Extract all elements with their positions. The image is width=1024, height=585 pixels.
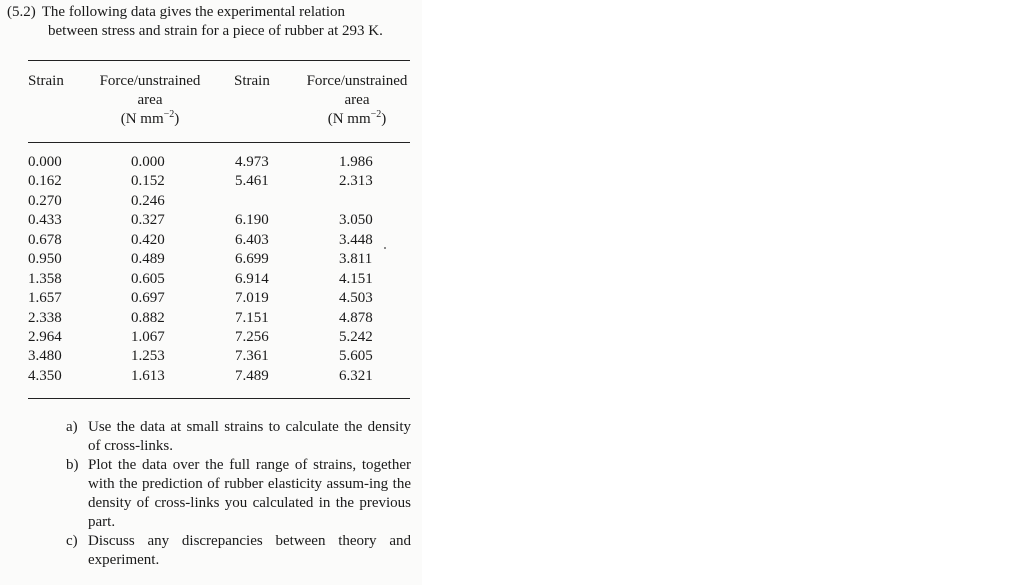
- table-cell: 3.448: [339, 231, 373, 248]
- table-cell: 1.613: [131, 367, 165, 384]
- question-c: [66, 532, 411, 570]
- header-force-left: [95, 72, 205, 129]
- table-cell: 1.657: [28, 290, 62, 307]
- table-cell: 0.327: [131, 212, 165, 229]
- table-cell: 0.152: [131, 173, 165, 190]
- question-c-text: Discuss any discrepancies between theory and experiment.: [88, 533, 411, 568]
- table-cell: 4.503: [339, 290, 373, 307]
- question-list: [66, 418, 411, 570]
- table-cell: [235, 192, 269, 211]
- table-cell: 2.964: [28, 328, 62, 345]
- table-cell: 5.242: [339, 328, 373, 345]
- problem-intro-line1: The following data gives the experimental relation: [41, 4, 345, 20]
- table-cell: 5.605: [339, 348, 373, 365]
- header-strain-left: Strain: [28, 73, 64, 89]
- problem-number: (5.2): [7, 4, 36, 20]
- table-header-rule: [28, 142, 410, 143]
- table-cell: 7.256: [235, 328, 269, 345]
- table-cell: 6.321: [339, 367, 373, 384]
- table-cell: 0.246: [131, 192, 165, 209]
- header-force-right-unit: (N $mm^{-2}$): [327, 109, 387, 127]
- header-force-left-line1: Force/unstrained: [99, 73, 201, 89]
- table-cell: 3.480: [28, 348, 62, 365]
- table-cell: [339, 192, 373, 211]
- table-cell: 1.358: [28, 270, 62, 287]
- table-cell: 6.403: [235, 231, 269, 248]
- table-cell: 3.050: [339, 212, 373, 229]
- header-force-right: [302, 72, 412, 129]
- table-cell: 0.433: [28, 212, 62, 229]
- question-b: [66, 456, 411, 532]
- table-cell: 0.605: [131, 270, 165, 287]
- question-c-label: c): [66, 533, 78, 549]
- header-force-right-line1: Force/unstrained: [306, 73, 408, 89]
- table-cell: 4.878: [339, 309, 373, 326]
- question-b-label: b): [66, 457, 79, 473]
- table-cell: 4.151: [339, 270, 373, 287]
- column-force-right: [339, 153, 373, 386]
- table-cell: 1.986: [339, 154, 373, 170]
- table-cell: 0.000: [28, 154, 62, 170]
- table-cell: 5.461: [235, 173, 269, 190]
- table-cell: 7.019: [235, 290, 269, 307]
- header-force-right-line2: area: [344, 92, 370, 108]
- question-a-label: a): [66, 419, 78, 435]
- table-cell: 0.697: [131, 290, 165, 307]
- column-strain-right: [235, 153, 269, 386]
- table-cell: 0.678: [28, 231, 62, 248]
- table-cell: 4.350: [28, 367, 62, 384]
- stray-mark: [384, 247, 386, 249]
- table-cell: 7.361: [235, 348, 269, 365]
- table-cell: 0.882: [131, 309, 165, 326]
- header-strain-right: Strain: [234, 73, 270, 89]
- header-force-left-line2: area: [137, 92, 163, 108]
- table-cell: 0.489: [131, 251, 165, 268]
- table-cell: 0.270: [28, 192, 62, 209]
- header-force-left-unit: (N $mm^{-2}$): [120, 109, 180, 127]
- question-a-text: Use the data at small strains to calculate the density of cross-links.: [88, 419, 411, 454]
- column-force-left: [131, 153, 165, 386]
- problem-intro-line2: between stress and strain for a piece of rubber at 293 K.: [48, 23, 383, 39]
- table-cell: 0.000: [131, 154, 165, 170]
- table-cell: 0.950: [28, 251, 62, 268]
- table-cell: 4.973: [235, 154, 269, 170]
- table-bottom-rule: [28, 398, 410, 399]
- table-cell: 1.253: [131, 348, 165, 365]
- table-cell: 3.811: [339, 251, 373, 268]
- column-strain-left: [28, 153, 62, 386]
- table-top-rule: [28, 60, 410, 61]
- table-cell: 0.420: [131, 231, 165, 248]
- problem-statement: [7, 3, 417, 41]
- table-cell: 6.190: [235, 212, 269, 229]
- table-cell: 7.489: [235, 367, 269, 384]
- table-cell: 2.338: [28, 309, 62, 326]
- textbook-page: [0, 0, 422, 585]
- table-cell: 6.914: [235, 270, 269, 287]
- table-cell: 6.699: [235, 251, 269, 268]
- table-cell: 1.067: [131, 328, 165, 345]
- table-cell: 0.162: [28, 173, 62, 190]
- question-a: [66, 418, 411, 456]
- question-b-text: Plot the data over the full range of strains, together with the prediction of rubber elasticity assum-ing the density of cross-links you calculated in the previous part.: [88, 457, 411, 530]
- table-cell: 2.313: [339, 173, 373, 190]
- table-cell: 7.151: [235, 309, 269, 326]
